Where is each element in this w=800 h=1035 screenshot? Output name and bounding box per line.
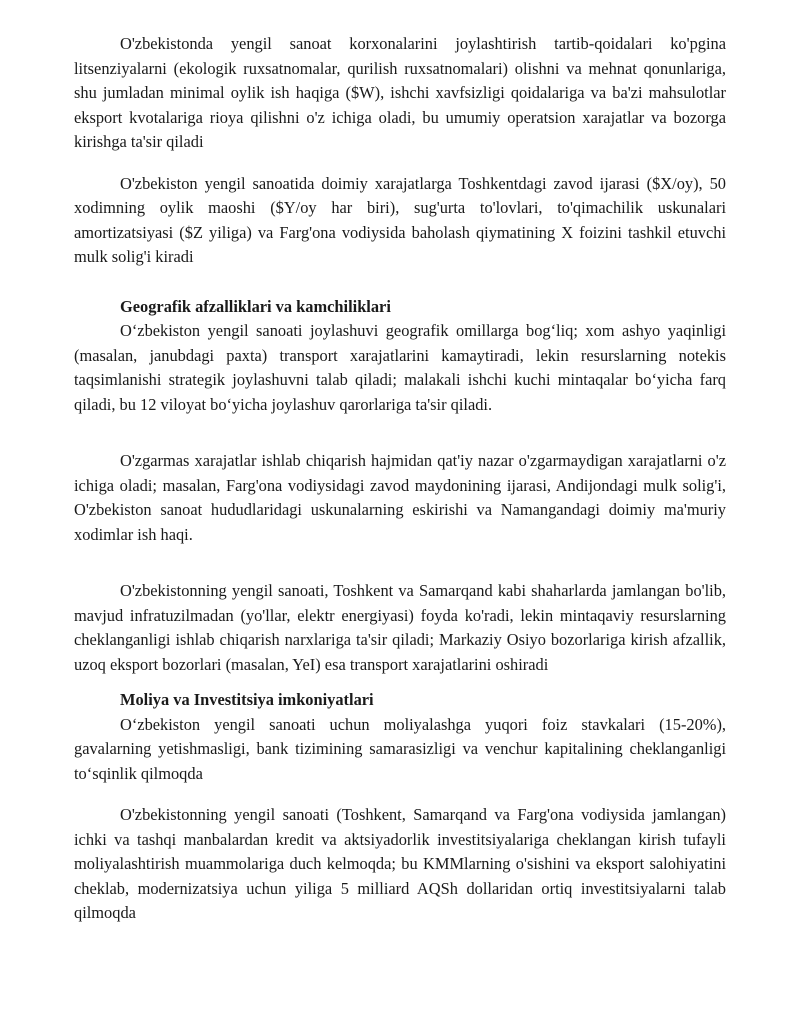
section-heading-finance: Moliya va Investitsiya imkoniyatlari <box>120 690 374 709</box>
paragraph-regulations: O'zbekistonda yengil sanoat korxonalarini joylashtirish tartib-qoidalari ko'pgina litsenziyalarni (ekologik ruxsatnomalar, qurilish ruxsatnomalari) olishni va mehnat qonunlariga, shu jumladan minimal oylik ish haqiga ($W), ishchi xavfsizligi qoidalariga va ba'zi mahsulotlar eksport kvotalariga rioya qilishni o'z ichiga oladi, bu umumiy operatsion xarajatlar va bozorga kirishga ta'sir qiladi <box>74 34 726 151</box>
paragraph-constant-costs: O'zgarmas xarajatlar ishlab chiqarish hajmidan qat'iy nazar o'zgarmaydigan xarajatlarni o'z ichiga oladi; masalan, Farg'ona vodiysidagi zavod maydonining ijarasi, Andijondagi mulk solig'i, O'zbekiston sanoat hududlaridagi uskunalarning eskirishi va Namangandagi doimiy ma'muriy xodimlar ish haqi. <box>74 451 726 544</box>
paragraph-fixed-costs: O'zbekiston yengil sanoatida doimiy xarajatlarga Toshkentdagi zavod ijarasi ($X/oy), 50 xodimning oylik maoshi ($Y/oy har biri), sug'urta to'lovlari, to'qimachilik uskunalari amortizatsiyasi ($Z yiliga) va Farg'ona vodiysida baholash qiymatining X foizini tashkil etuvchi mulk solig'i kiradi <box>74 173 726 266</box>
paragraph-finance: O‘zbekiston yengil sanoati uchun moliyalashga yuqori foiz stavkalari (15-20%), gavalarning yetishmasligi, bank tizimining samarasizligi va venchur kapitalining cheklanganligi to‘sqinlik qilmoqda <box>74 714 726 783</box>
paragraph-geography: O‘zbekiston yengil sanoati joylashuvi geografik omillarga bog‘liq; xom ashyo yaqinligi (masalan, janubdagi paxta) transport xarajatlarini kamaytiradi, lekin resurslarning notekis taqsimlanishi strategik joylashuvni talab qiladi; malakali ishchi kuchi mintaqalar bo‘yicha farq qiladi, bu 12 viloyat bo‘yicha joylashuv qarorlariga ta'sir qiladi. <box>74 321 726 414</box>
paragraph-investment: O'zbekistonning yengil sanoati (Toshkent, Samarqand va Farg'ona vodiysida jamlangan) ichki va tashqi manbalardan kredit va aktsiyadorlik investitsiyalariga cheklangan kirish tufayli moliyalashtirish muammolariga duch kelmoqda; bu KMMlarning o'sishini va eksport salohiyatini cheklab, modernizatsiya uchun yiliga 5 milliard AQSh dollaridan ortiq investitsiyalarni talab qilmoqda <box>74 805 726 922</box>
section-heading-geography: Geografik afzalliklari va kamchiliklari <box>120 296 391 316</box>
paragraph-infrastructure: O'zbekistonning yengil sanoati, Toshkent va Samarqand kabi shaharlarda jamlangan bo'lib, mavjud infratuzilmadan (yo'llar, elektr energiyasi) foyda ko'radi, lekin mintaqaviy resurslarning cheklanganligi ishlab chiqarish narxlariga ta'sir qiladi; Markaziy Osiyo bozorlariga kirish afzallik, uzoq eksport bozorlari (masalan, YeI) esa transport xarajatlarini oshiradi <box>74 581 726 674</box>
document-page <box>74 32 726 926</box>
